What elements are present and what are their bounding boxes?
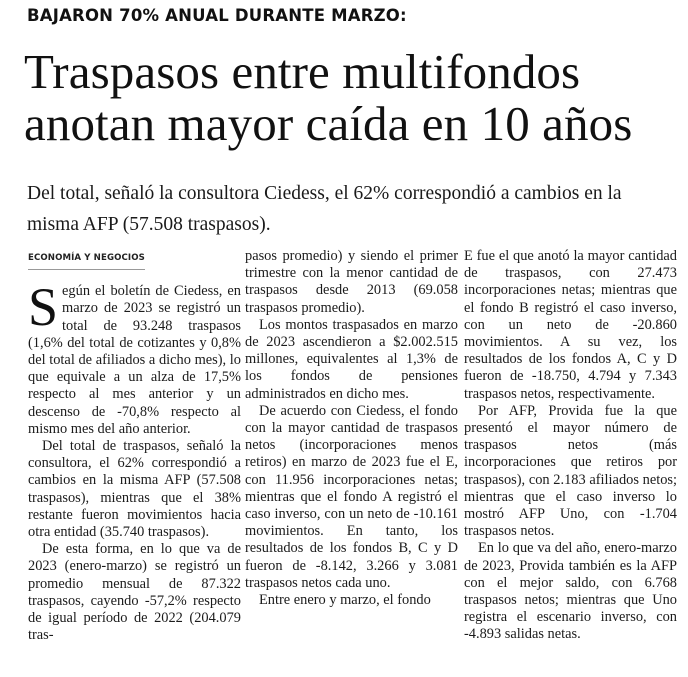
paragraph-3-start: De esta forma, en lo que va de 2023 (enero-marzo) se registró un promedio mensual de 87.322 traspasos, cayendo -57,2% respecto de igual período de 2022 (204.079 tras-: [28, 541, 241, 644]
paragraph-6-start: Entre enero y marzo, el fondo: [259, 592, 431, 609]
paragraph-4: Los montos traspasados en marzo de 2023 ascendieron a $2.002.515 millones, equivalentes al 1,3% de los fondos de pensiones administrados en dicho mes.: [245, 316, 458, 402]
article-column-1: [28, 248, 241, 644]
paragraph-7: Por AFP, Provida fue la que presentó el mayor número de traspasos netos (más incorporaciones que retiros por traspasos), con 2.183 afiliados netos; mientras que el caso inverso lo mostró AFP Uno, con -1.704 traspasos netos.: [464, 402, 677, 540]
paragraph-1: [28, 277, 241, 438]
drop-cap: S: [28, 277, 59, 338]
paragraph-2: Del total de traspasos, señaló la consultora, el 62% correspondió a cambios en la misma AFP (57.508 traspasos), mientras que el 38% restante fueron movimientos hacia otra entidad (35.740 traspasos).: [28, 438, 241, 541]
paragraph-6-end: E fue el que anotó la mayor cantidad de traspasos, con 27.473 incorporaciones netas; mientras que el fondo B registró el caso inverso, con un neto de -20.860 movimientos. A su vez, los resultados de los fondos A, C y D fueron de -18.750, 4.794 y 7.343 traspasos netos, respectivamente.: [464, 248, 677, 402]
paragraph-3-end: pasos promedio) y siendo el primer trimestre con la menor cantidad de traspasos desde 2013 (69.058 traspasos promedio).: [245, 248, 458, 316]
article-column-3: [464, 248, 677, 644]
headline: [24, 46, 674, 150]
paragraph-5: De acuerdo con Ciedess, el fondo con la mayor cantidad de traspasos netos (incorporaciones menos retiros) en marzo de 2023 fue el E, con 11.956 incorporaciones netas; mientras que el fondo A registró el caso inverso, con un neto de -10.161 movimientos. En tanto, los resultados de los fondos B, C y D fueron de -8.142, 3.266 y 3.081 traspasos netos cada uno.: [245, 402, 458, 591]
deck: Del total, señaló la consultora Ciedess, el 62% correspondió a cambios en la misma AFP (57.508 traspasos).: [27, 183, 622, 235]
headline-line-2: anotan mayor caída en 10 años: [24, 96, 633, 151]
paragraph-8: En lo que va del año, enero-marzo de 2023, Provida también es la AFP con el mejor saldo, con 6.768 traspasos netos; mientras que Uno registra el escenario inverso, con -4.893 salidas netas.: [464, 540, 677, 643]
paragraph-1-text: egún el boletín de Ciedess, en marzo de 2023 se registró un total de 93.248 traspasos (1,6% del total de cotizantes y 0,8% del total de afiliados a dicho mes), lo que equivale a un alza de 17,5% respecto al mes anterior y un descenso de -70,8% respecto al mismo mes del año anterior.: [28, 283, 241, 437]
section-label: ECONOMÍA Y NEGOCIOS: [28, 250, 145, 270]
article-column-2: [245, 248, 458, 609]
kicker: BAJARON 70% ANUAL DURANTE MARZO:: [27, 6, 407, 25]
headline-line-1: Traspasos entre multifondos: [24, 44, 581, 99]
